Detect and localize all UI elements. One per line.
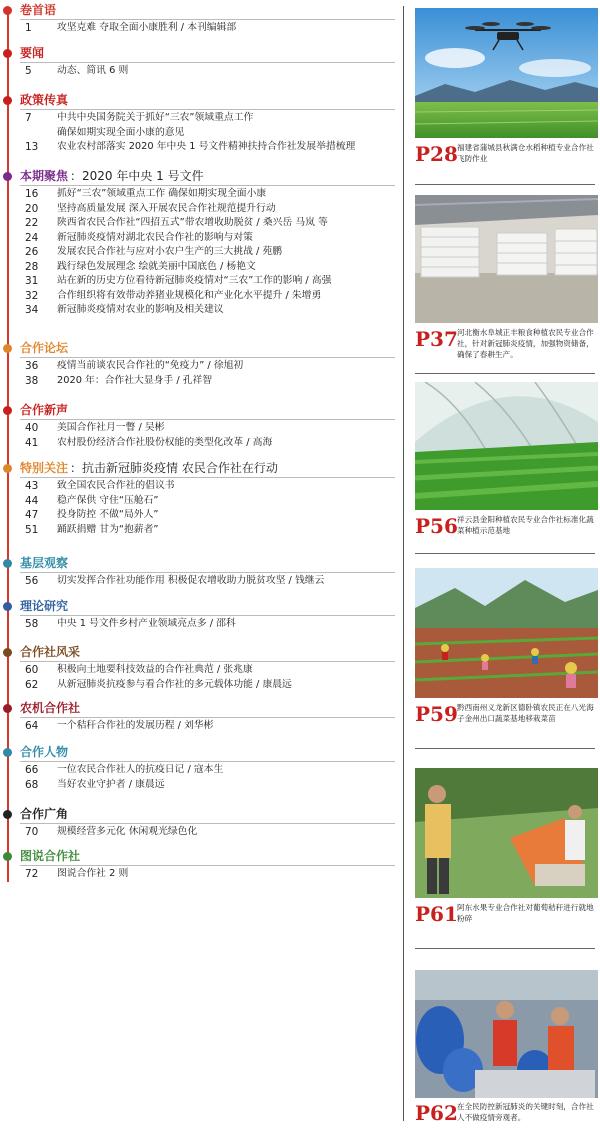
section-rule bbox=[20, 717, 395, 718]
entry-title: 中共中央国务院关于抓好“三农”领域重点工作 bbox=[57, 112, 254, 123]
entry-title: 致全国农民合作社的倡议书 bbox=[57, 480, 175, 491]
entry-page-number: 44 bbox=[25, 494, 39, 507]
bullet-dot-icon bbox=[3, 648, 12, 657]
entry-list bbox=[0, 359, 400, 388]
picture-item[interactable] bbox=[415, 195, 598, 375]
entry-page-number: 47 bbox=[25, 509, 39, 521]
section-rule bbox=[20, 62, 395, 63]
toc-entry[interactable] bbox=[0, 374, 400, 389]
bullet-dot-icon bbox=[3, 559, 12, 568]
toc-entry[interactable] bbox=[0, 763, 400, 778]
section-rule bbox=[20, 185, 395, 186]
entry-title: 美国合作社月一瞥 / 吴彬 bbox=[57, 422, 165, 433]
entry-page-number: 68 bbox=[25, 778, 39, 791]
section-title: 合作广角 bbox=[20, 807, 69, 821]
bullet-dot-icon bbox=[3, 852, 12, 861]
section-subtitle: ：抗击新冠肺炎疫情 农民合作社在行动 bbox=[70, 461, 278, 475]
entry-list bbox=[0, 187, 400, 318]
page-number: P61 bbox=[415, 902, 458, 926]
entry-page-number: 43 bbox=[25, 480, 39, 492]
section-heading[interactable] bbox=[0, 340, 400, 356]
separator bbox=[415, 184, 595, 185]
entry-list bbox=[0, 64, 400, 79]
toc-section bbox=[0, 744, 400, 796]
entry-page-number: 1 bbox=[25, 22, 32, 34]
drone-field-photo bbox=[415, 8, 598, 138]
toc-entry[interactable] bbox=[0, 436, 400, 451]
section-title: 合作新声 bbox=[20, 403, 69, 417]
entry-title: 踊跃捐赠 甘为“抱薪者” bbox=[57, 523, 159, 535]
toc-entry[interactable] bbox=[0, 64, 400, 79]
entry-page-number: 56 bbox=[25, 575, 39, 587]
entry-list bbox=[0, 421, 400, 450]
entry-title: 站在新的历史方位看待新冠肺炎疫情对“三农”工作的影响 / 高强 bbox=[57, 275, 332, 286]
bullet-dot-icon bbox=[3, 464, 12, 473]
separator bbox=[415, 373, 595, 374]
bullet-dot-icon bbox=[3, 748, 12, 757]
picture-item[interactable] bbox=[415, 970, 598, 1130]
section-heading[interactable] bbox=[0, 402, 400, 418]
toc-entry[interactable] bbox=[0, 719, 400, 734]
toc-entry[interactable] bbox=[0, 359, 400, 374]
entry-title: 确保如期实现全面小康的意见 bbox=[57, 126, 185, 138]
entry-page-number: 51 bbox=[25, 523, 39, 536]
toc-entry[interactable] bbox=[0, 778, 400, 793]
bullet-dot-icon bbox=[3, 344, 12, 353]
bullet-dot-icon bbox=[3, 810, 12, 819]
section-title: 理论研究 bbox=[20, 599, 69, 613]
section-heading[interactable] bbox=[0, 555, 400, 571]
toc-section bbox=[0, 45, 400, 83]
picture-caption: 阿东水果专业合作社对葡萄秸秆进行就地粉碎 bbox=[457, 903, 594, 923]
entry-title: 新冠肺炎疫情对农业的影响及相关建议 bbox=[57, 304, 224, 315]
entry-page-number: 13 bbox=[25, 141, 39, 153]
entry-page-number: 58 bbox=[25, 618, 39, 630]
picture-caption: 福建省蒲城县秋满仓水稻种植专业合作社飞防作业 bbox=[457, 143, 594, 163]
picture-item[interactable] bbox=[415, 8, 598, 176]
toc-entry[interactable] bbox=[0, 574, 400, 589]
picture-caption: 河北衡水阜城正丰粮食种植农民专业合作社，针对新冠肺炎疫情，加强物资储备，确保了春耕生产。 bbox=[457, 328, 594, 359]
entry-title: 2020 年：合作社大显身手 / 孔祥智 bbox=[57, 374, 213, 386]
entry-title: 中央 1 号文件乡村产业领域亮点多 / 邵科 bbox=[57, 618, 236, 629]
section-rule bbox=[20, 661, 395, 662]
section-title: 合作社风采 bbox=[20, 645, 81, 659]
entry-page-number: 70 bbox=[25, 826, 39, 838]
page-number: P56 bbox=[415, 514, 458, 538]
toc-section bbox=[0, 402, 400, 454]
toc-entry[interactable] bbox=[0, 202, 400, 217]
entry-title: 坚持高质量发展 深入开展农民合作社规范提升行动 bbox=[57, 202, 276, 214]
toc-entry[interactable] bbox=[0, 867, 400, 882]
entry-page-number: 32 bbox=[25, 289, 39, 302]
toc-entry[interactable] bbox=[0, 663, 400, 678]
entry-title: 合作组织将有效带动养猪业规模化和产业化水平提升 / 朱增勇 bbox=[57, 289, 322, 301]
toc-section bbox=[0, 598, 400, 636]
section-title: 本期聚焦 bbox=[20, 169, 69, 183]
entry-list bbox=[0, 663, 400, 692]
section-title: 特别关注 bbox=[20, 461, 69, 475]
entry-page-number: 40 bbox=[25, 422, 39, 434]
entry-page-number: 62 bbox=[25, 678, 39, 691]
toc-entry[interactable] bbox=[0, 303, 400, 318]
separator bbox=[415, 748, 595, 749]
toc-entry[interactable] bbox=[0, 216, 400, 231]
entry-list bbox=[0, 111, 400, 155]
section-rule bbox=[20, 477, 395, 478]
sacks-icon bbox=[421, 227, 597, 277]
toc-entry[interactable] bbox=[0, 508, 400, 523]
section-heading[interactable] bbox=[0, 2, 400, 18]
entry-page-number: 24 bbox=[25, 231, 39, 244]
entry-list bbox=[0, 867, 400, 882]
entry-list bbox=[0, 617, 400, 632]
section-heading[interactable] bbox=[0, 45, 400, 61]
toc-section bbox=[0, 460, 400, 541]
entry-list bbox=[0, 719, 400, 734]
vegetables-icon bbox=[415, 442, 598, 510]
picture-item[interactable] bbox=[415, 568, 598, 750]
entry-page-number: 22 bbox=[25, 217, 39, 229]
section-rule bbox=[20, 19, 395, 20]
section-title: 卷首语 bbox=[20, 3, 57, 17]
toc-entry[interactable] bbox=[0, 126, 400, 141]
toc-entry[interactable] bbox=[0, 187, 400, 202]
entry-title: 投身防控 不做“局外人” bbox=[57, 509, 159, 520]
section-heading[interactable] bbox=[0, 806, 400, 822]
entry-title: 农业农村部落实 2020 年中央 1 号文件精神扶持合作社发展举措梳理 bbox=[57, 141, 356, 152]
toc-entry[interactable] bbox=[0, 825, 400, 840]
toc-entry[interactable] bbox=[0, 274, 400, 289]
section-rule bbox=[20, 419, 395, 420]
entry-page-number: 64 bbox=[25, 720, 39, 732]
picture-caption: 在全民防控新冠肺炎的关键时刻，合作社人不做疫情旁观者。 bbox=[457, 1102, 594, 1122]
bullet-dot-icon bbox=[3, 406, 12, 415]
toc-entry[interactable] bbox=[0, 494, 400, 509]
entry-page-number: 5 bbox=[25, 65, 32, 77]
section-heading[interactable] bbox=[0, 92, 400, 108]
entry-title: 陕西省农民合作社“四招五式”带农增收助脱贫 / 桑兴岳 马岚 等 bbox=[57, 217, 328, 228]
entry-list bbox=[0, 21, 400, 36]
column-divider bbox=[403, 6, 404, 1121]
toc-entry[interactable] bbox=[0, 231, 400, 246]
entry-page-number: 36 bbox=[25, 360, 39, 372]
toc-entry[interactable] bbox=[0, 140, 400, 155]
picture-item[interactable] bbox=[415, 382, 598, 554]
separator bbox=[415, 553, 595, 554]
section-rule bbox=[20, 357, 395, 358]
entry-title: 践行绿色发展理念 绘就美丽中国底色 / 杨艳文 bbox=[57, 260, 256, 272]
section-title: 合作论坛 bbox=[20, 341, 69, 355]
bullet-dot-icon bbox=[3, 172, 12, 181]
volunteers-photo bbox=[415, 970, 598, 1098]
toc-section bbox=[0, 2, 400, 40]
toc-section bbox=[0, 700, 400, 738]
bullet-dot-icon bbox=[3, 96, 12, 105]
toc-entry[interactable] bbox=[0, 289, 400, 304]
section-title: 农机合作社 bbox=[20, 701, 81, 715]
entry-title: 切实发挥合作社功能作用 积极促农增收助力脱贫攻坚 / 钱继云 bbox=[57, 575, 325, 586]
entry-page-number: 7 bbox=[25, 112, 32, 124]
section-heading[interactable] bbox=[0, 700, 400, 716]
section-title: 基层观察 bbox=[20, 556, 69, 570]
toc-section bbox=[0, 848, 400, 886]
toc-entry[interactable] bbox=[0, 21, 400, 36]
entry-title: 一位农民合作社人的抗疫日记 / 寇本生 bbox=[57, 764, 224, 775]
toc-entry[interactable] bbox=[0, 678, 400, 693]
toc-entry[interactable] bbox=[0, 479, 400, 494]
bullet-dot-icon bbox=[3, 6, 12, 15]
bullet-dot-icon bbox=[3, 704, 12, 713]
toc-section bbox=[0, 806, 400, 844]
toc-entry[interactable] bbox=[0, 260, 400, 275]
section-title: 合作人物 bbox=[20, 745, 69, 759]
section-rule bbox=[20, 572, 395, 573]
entry-page-number: 38 bbox=[25, 374, 39, 387]
warehouse-photo bbox=[415, 195, 598, 323]
section-subtitle: ：2020 年中央 1 号文件 bbox=[70, 169, 204, 183]
page-number: P37 bbox=[415, 327, 458, 351]
entry-title: 攻坚克难 夺取全面小康胜利 / 本刊编辑部 bbox=[57, 22, 237, 33]
entry-page-number: 41 bbox=[25, 436, 39, 449]
picture-caption: 祥云县金阳种植农民专业合作社标准化蔬菜种植示范基地 bbox=[457, 515, 594, 535]
toc-section bbox=[0, 92, 400, 159]
toc-entry[interactable] bbox=[0, 111, 400, 126]
section-heading[interactable] bbox=[0, 848, 400, 864]
entry-page-number: 28 bbox=[25, 260, 39, 273]
page-number: P62 bbox=[415, 1101, 458, 1125]
section-rule bbox=[20, 823, 395, 824]
section-heading[interactable] bbox=[0, 644, 400, 660]
toc-entry[interactable] bbox=[0, 245, 400, 260]
entry-title: 新冠肺炎疫情对湖北农民合作社的影响与对策 bbox=[57, 231, 253, 243]
entry-title: 积极向土地要科技效益的合作社典范 / 张兆康 bbox=[57, 664, 253, 675]
entry-title: 抓好“三农”领域重点工作 确保如期实现全面小康 bbox=[57, 188, 267, 199]
entry-page-number: 34 bbox=[25, 304, 39, 316]
section-heading[interactable] bbox=[0, 168, 400, 184]
section-heading[interactable] bbox=[0, 598, 400, 614]
entry-title: 从新冠肺炎抗疫参与看合作社的多元载体功能 / 康晨远 bbox=[57, 678, 292, 690]
entry-title: 稳产保供 守住“压舱石” bbox=[57, 494, 159, 506]
entry-page-number: 60 bbox=[25, 664, 39, 676]
entry-list bbox=[0, 479, 400, 537]
bullet-dot-icon bbox=[3, 49, 12, 58]
toc-entry[interactable] bbox=[0, 421, 400, 436]
toc-section bbox=[0, 555, 400, 593]
section-heading[interactable] bbox=[0, 744, 400, 760]
picture-item[interactable] bbox=[415, 768, 598, 948]
toc-entry[interactable] bbox=[0, 523, 400, 538]
entry-title: 当好农业守护者 / 康晨远 bbox=[57, 778, 165, 790]
toc-section bbox=[0, 644, 400, 696]
page-number: P59 bbox=[415, 702, 458, 726]
section-rule bbox=[20, 865, 395, 866]
section-rule bbox=[20, 109, 395, 110]
entry-title: 疫情当前谈农民合作社的“免疫力” / 徐旭初 bbox=[57, 360, 244, 371]
entry-page-number: 72 bbox=[25, 868, 39, 880]
entry-title: 动态、简讯 6 则 bbox=[57, 65, 129, 76]
entry-page-number: 66 bbox=[25, 764, 39, 776]
greenhouse-photo bbox=[415, 382, 598, 510]
section-title: 图说合作社 bbox=[20, 849, 81, 863]
vine-shredding-photo bbox=[415, 768, 598, 898]
entry-title: 发展农民合作社与应对小农户生产的三大挑战 / 苑鹏 bbox=[57, 246, 283, 257]
farmers-field-photo bbox=[415, 568, 598, 698]
section-rule bbox=[20, 761, 395, 762]
entry-title: 图说合作社 2 则 bbox=[57, 868, 129, 879]
section-heading[interactable] bbox=[0, 460, 400, 476]
entry-title: 农村股份经济合作社股份权能的类型化改革 / 高海 bbox=[57, 436, 273, 448]
separator bbox=[415, 948, 595, 949]
section-rule bbox=[20, 615, 395, 616]
toc-section bbox=[0, 168, 400, 322]
entry-title: 规模经营多元化 休闲观光绿色化 bbox=[57, 826, 198, 837]
entry-title: 一个秸秆合作社的发展历程 / 刘华彬 bbox=[57, 720, 214, 731]
entry-page-number: 26 bbox=[25, 246, 39, 258]
bullet-dot-icon bbox=[3, 602, 12, 611]
page-number: P28 bbox=[415, 142, 458, 166]
entry-page-number: 16 bbox=[25, 188, 39, 200]
entry-page-number: 20 bbox=[25, 202, 39, 215]
picture-column bbox=[410, 0, 600, 1131]
entry-list bbox=[0, 763, 400, 792]
section-title: 政策传真 bbox=[20, 93, 69, 107]
entry-list bbox=[0, 574, 400, 589]
section-title: 要闻 bbox=[20, 46, 45, 60]
picture-caption: 黔西南州义龙新区德卧镇农民正在八光海子金州出口蔬菜基地移栽菜苗 bbox=[457, 703, 594, 723]
toc-entry[interactable] bbox=[0, 617, 400, 632]
entry-list bbox=[0, 825, 400, 840]
toc-section bbox=[0, 340, 400, 392]
entry-page-number: 31 bbox=[25, 275, 39, 287]
